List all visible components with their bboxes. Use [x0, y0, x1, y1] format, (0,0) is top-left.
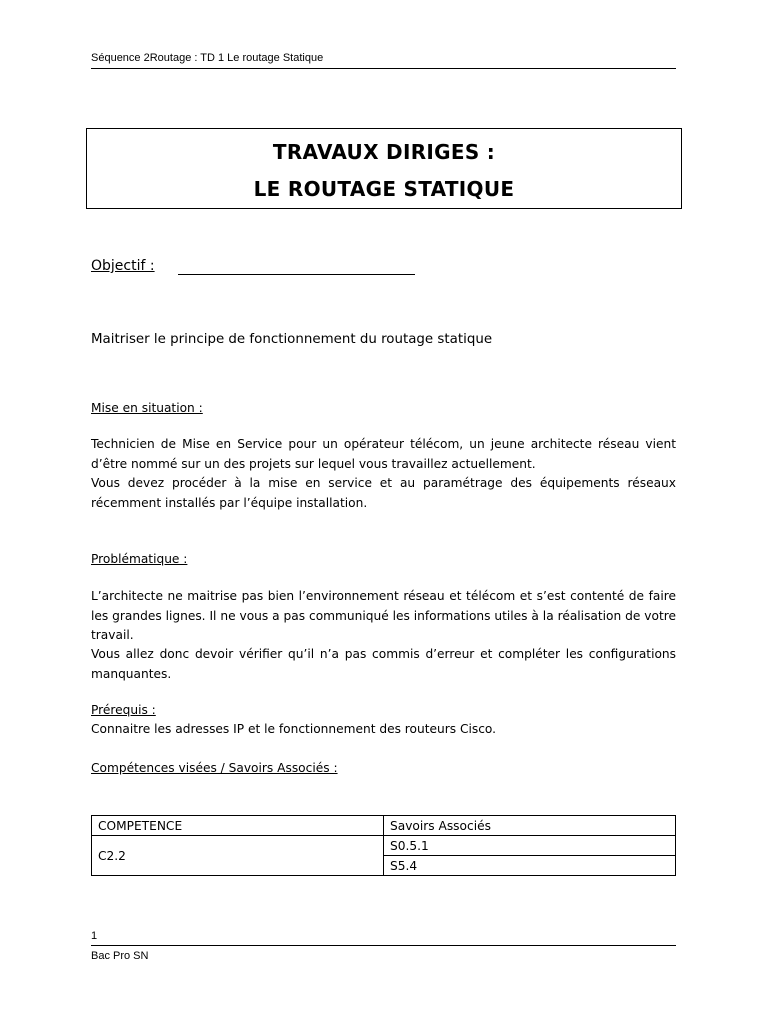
objectif-text: Maitriser le principe de fonctionnement du routage statique — [91, 332, 493, 347]
page-number: 1 — [91, 930, 98, 942]
problematique-para-2: Vous allez donc devoir vérifier qu’il n’a pas commis d’erreur et compléter les configurations manquantes. — [91, 647, 676, 681]
page-footer: Bac Pro SN — [91, 950, 149, 962]
problematique-para-1: L’architecte ne maitrise pas bien l’environnement réseau et télécom et s’est contenté de faire les grandes lignes. Il ne vous a pas communiqué les informations utiles à la réalisation de votre travail. — [91, 589, 676, 642]
table-header-row — [92, 816, 676, 836]
title-box — [86, 128, 682, 209]
savoir-cell: S0.5.1 — [384, 836, 676, 856]
page-header: Séquence 2Routage : TD 1 Le routage Statique — [91, 52, 324, 64]
competences-heading: Compétences visées / Savoirs Associés : — [91, 761, 338, 775]
prerequis-heading: Prérequis : — [91, 703, 156, 717]
table-header-cell: COMPETENCE — [92, 816, 384, 836]
table-row — [92, 836, 676, 856]
objectif-label: Objectif : — [91, 258, 155, 274]
title-line-1: TRAVAUX DIRIGES : — [272, 140, 496, 164]
objectif-underline — [178, 274, 415, 275]
prerequis-text: Connaitre les adresses IP et le fonctionnement des routeurs Cisco. — [91, 722, 497, 736]
footer-rule — [91, 945, 676, 946]
title-line-2: LE ROUTAGE STATIQUE — [253, 177, 515, 201]
problematique-heading: Problématique : — [91, 552, 188, 566]
mise-en-situation-para-1: Technicien de Mise en Service pour un opérateur télécom, un jeune architecte réseau vient d’être nommé sur un des projets sur lequel vous travaillez actuellement. — [91, 437, 676, 471]
mise-en-situation-para-2: Vous devez procéder à la mise en service et au paramétrage des équipements réseaux récemment installés par l’équipe installation. — [91, 476, 676, 510]
header-rule — [91, 68, 676, 69]
competence-cell: C2.2 — [92, 836, 384, 876]
table-header-cell: Savoirs Associés — [384, 816, 676, 836]
competences-table — [91, 815, 676, 876]
mise-en-situation-heading: Mise en situation : — [91, 401, 203, 415]
savoir-cell: S5.4 — [384, 856, 676, 876]
